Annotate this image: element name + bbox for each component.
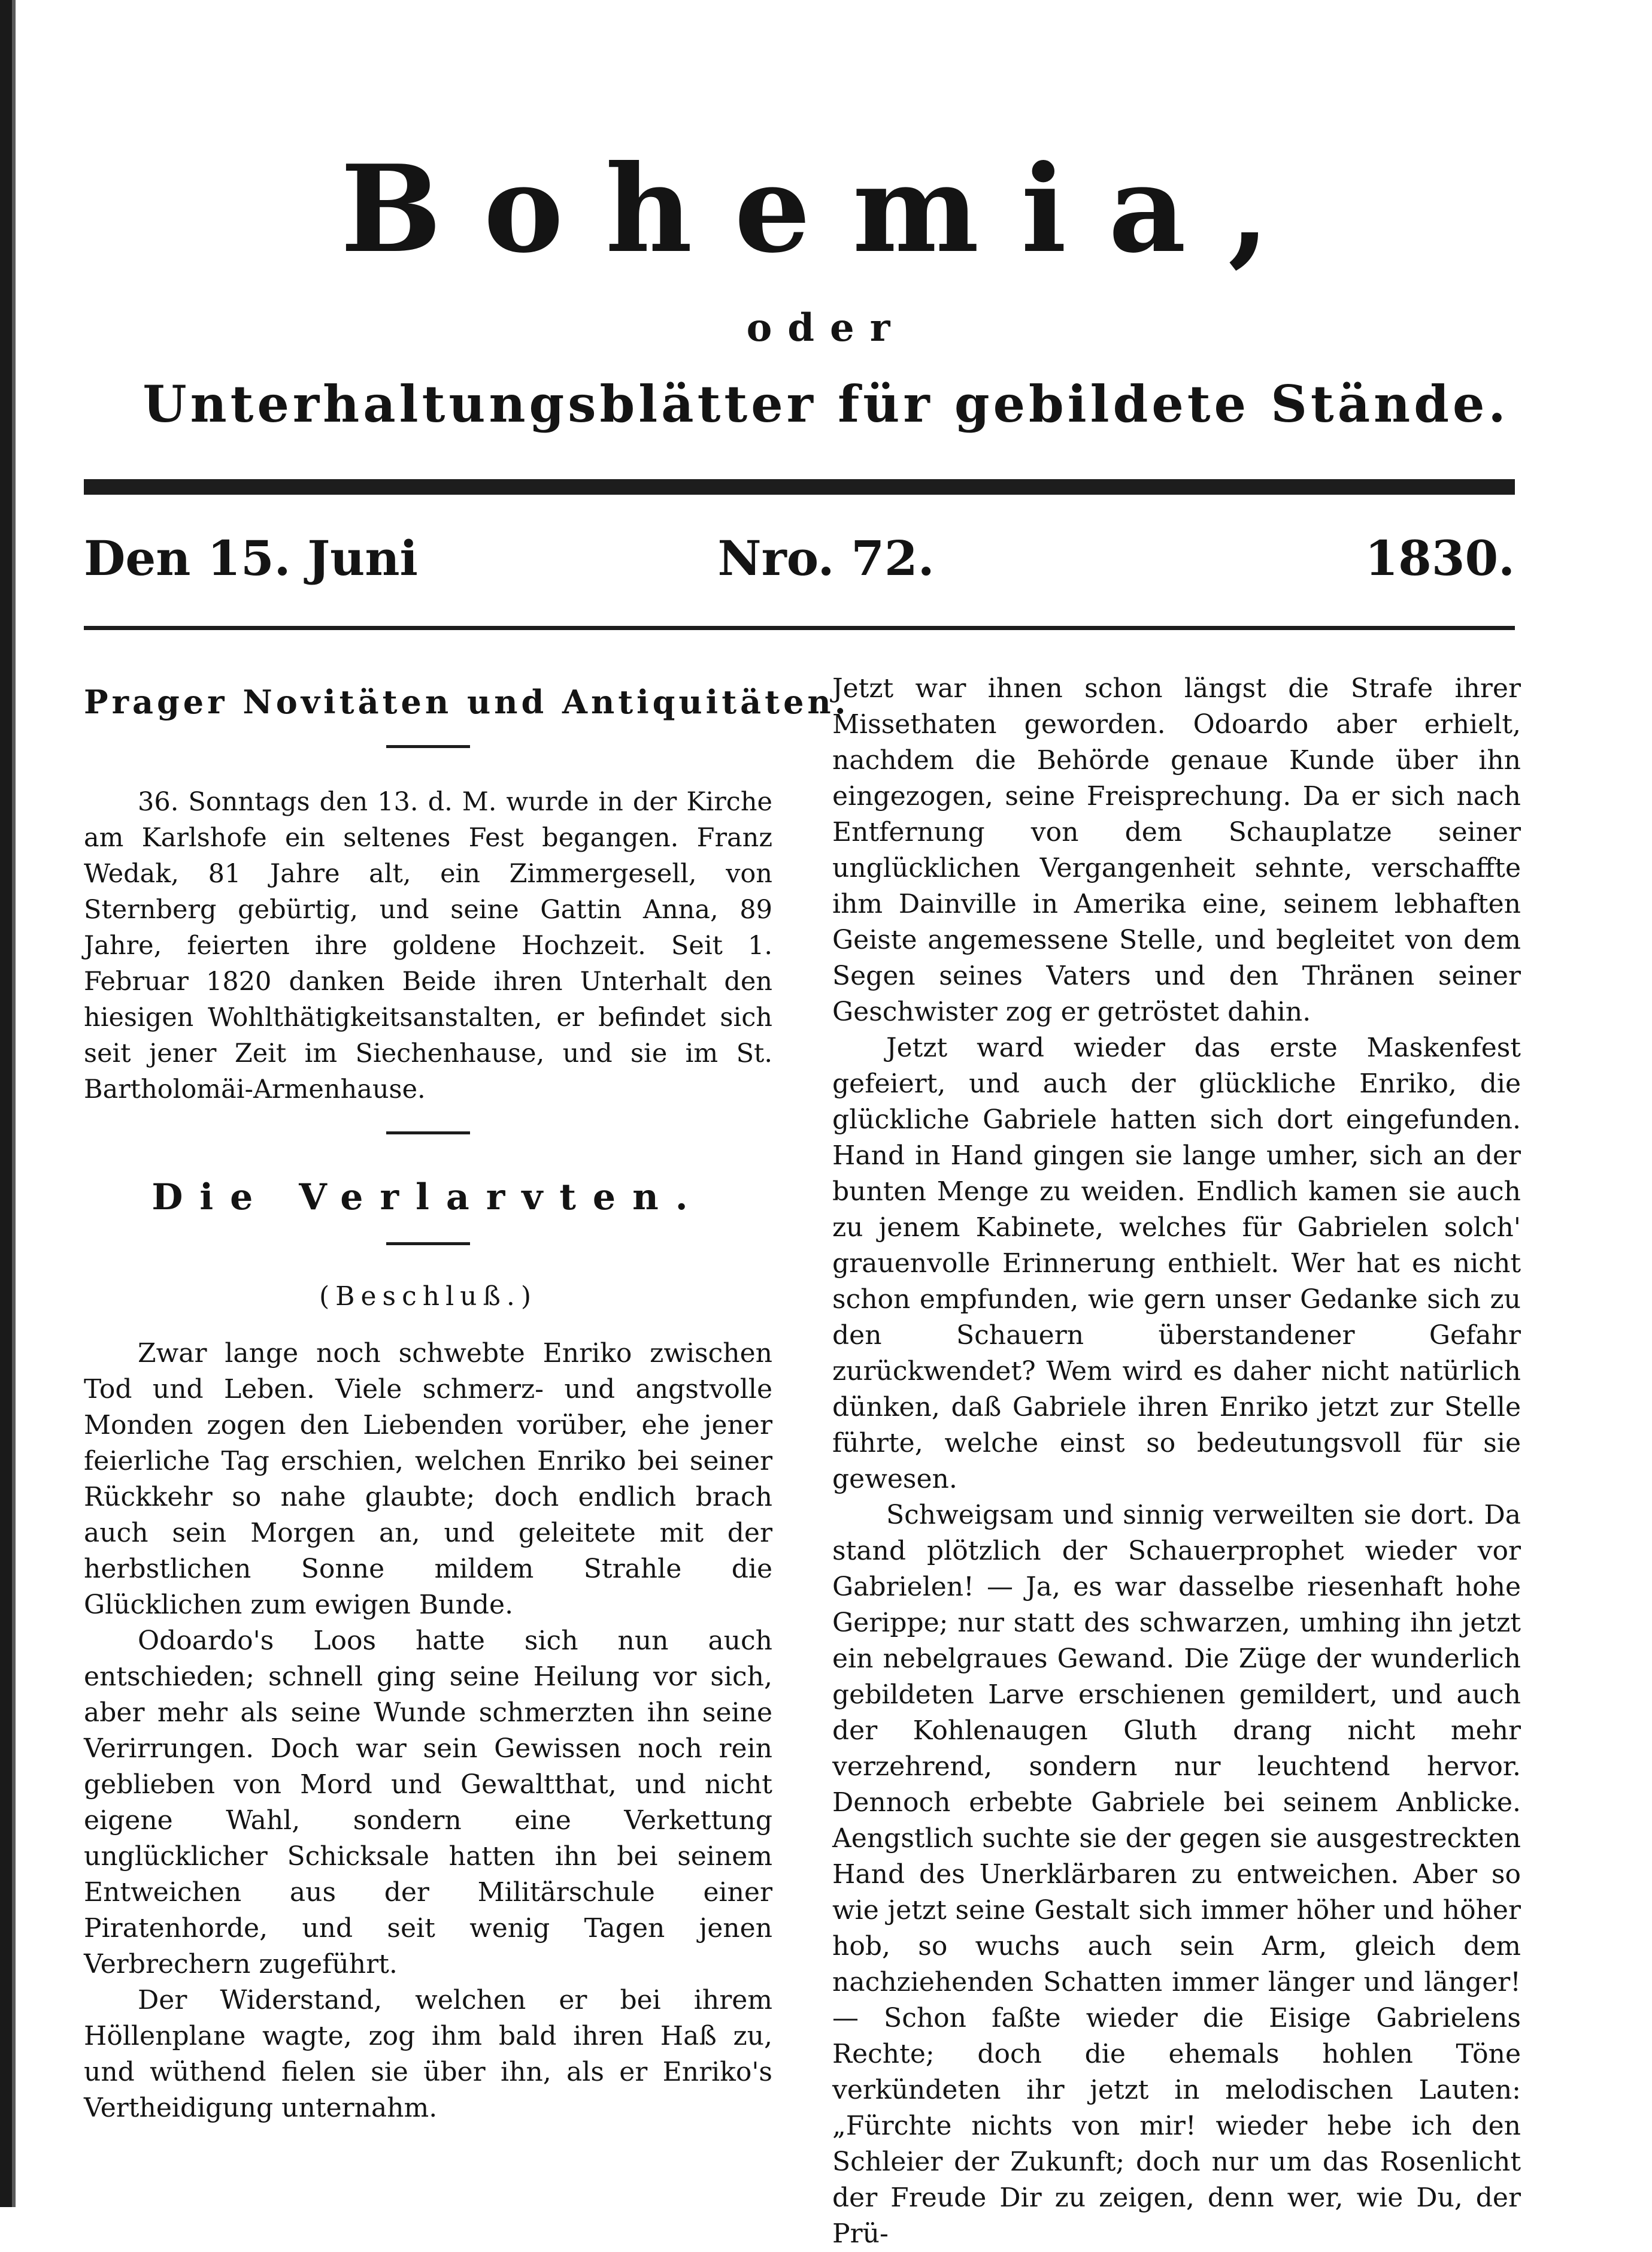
news-item: 36. Sonntags den 13. d. M. wurde in der Kirche am Karlshofe ein seltenes Fest begangen. Franz Wedak, 81 Jahre alt, ein Zimmergesell, von Sternberg gebürtig, und seine Gattin Anna, 89 Jahre, feierten ihre goldene Hochzeit. Seit 1. Februar 1820 danken Beide ihren Unterhalt den hiesigen Wohlthätigkeitsanstalten, er befindet sich seit jener Zeit im Siechenhause, und sie im St. Bartholomäi-Armenhause. — [84, 787, 772, 1104]
story-rule — [386, 1242, 470, 1245]
news-heading: Prager Novitäten und Antiquitäten. — [84, 683, 850, 721]
section-rule — [386, 1131, 470, 1134]
right-column — [832, 671, 1521, 2252]
masthead-title: Bohemia, — [340, 139, 1312, 280]
story-paragraph: Jetzt ward wieder das erste Maskenfest gefeiert, und auch der glückliche Enriko, die glückliche Gabriele hatten sich dort eingefunden. Hand in Hand gingen sie lange umher, sich an der bunten Menge zu weiden. Endlich kamen sie auch zu jenem Kabinete, welches für Gabrielen solch' grauenvolle Erinnerung enthielt. Wer hat es nicht schon empfunden, wie gern unser Gedanke sich zu den Schauern überstandener Gefahr zurückwendet? Wem wird es daher nicht natürlich dünken, daß Gabriele ihren Enriko jetzt zur Stelle führte, welche einst so bedeutungsvoll für sie gewesen. — [832, 1033, 1521, 1494]
story-paragraph: Odoardo's Loos hatte sich nun auch entschieden; schnell ging seine Heilung vor sich, aber mehr als seine Wunde schmerzten ihn seine Verirrungen. Doch war sein Gewissen noch rein geblieben von Mord und Gewaltthat, und nicht eigene Wahl, sondern eine Verkettung unglücklicher Schicksale hatten ihn bei seinem Entweichen aus der Militärschule einer Piratenhorde, und seit wenig Tagen jenen Verbrechern zugeführt. — [84, 1626, 772, 1979]
masthead-oder: oder — [746, 305, 906, 350]
left-column — [84, 671, 850, 2126]
news-rule — [386, 745, 470, 748]
issue-number: Nro. 72. — [717, 530, 935, 586]
story-heading: Die Verlarvten. — [151, 1176, 705, 1218]
story-paragraph: Schweigsam und sinnig verweilten sie dort. Da stand plötzlich der Schauerprophet wieder vor Gabrielen! — Ja, es war dasselbe riesenhaft hohe Gerippe; nur statt des schwarzen, umhing ihn jetzt ein nebelgraues Gewand. Die Züge der wunderlich gebildeten Larve erschienen gemildert, und auch der Kohlenaugen Gluth drang nicht mehr verzehrend, sondern nur leuchtend hervor. Dennoch erbebte Gabriele bei seinem Anblicke. Aengstlich suchte sie der gegen sie ausgestreckten Hand des Unerklärbaren zu entweichen. Aber so wie jetzt seine Gestalt sich immer höher und höher hob, so wuchs auch sein Arm, gleich dem nachziehenden Schatten immer länger und länger! — Schon faßte wieder die Eisige Gabrielens Rechte; doch die ehemals hohlen Töne verkündeten ihr jetzt in melodischen Lauten: „Fürchte nichts von mir! wieder hebe ich den Schleier der Zukunft; doch nur um das Rosenlicht der Freude Dir zu zeigen, denn wer, wie Du, der Prü- — [832, 1500, 1521, 2249]
story-paragraph: Der Widerstand, welchen er bei ihrem Höllenplane wagte, zog ihm bald ihren Haß zu, und wüthend fielen sie über ihn, als er Enriko's Vertheidigung unternahm. — [84, 1985, 772, 2123]
story-paragraph: Zwar lange noch schwebte Enriko zwischen Tod und Leben. Viele schmerz- und angstvolle Monden zogen den Liebenden vorüber, ehe jener feierliche Tag erschien, welchen Enriko bei seiner Rückkehr so nahe glaubte; doch endlich brach auch sein Morgen an, und geleitete mit der herbstlichen Sonne mildem Strahle die Glücklichen zum ewigen Bunde. — [84, 1338, 772, 1620]
masthead-subtitle: Unterhaltungsblätter für gebildete Stände. — [143, 374, 1509, 434]
issue-year: 1830. — [1365, 530, 1515, 586]
story-note: (Beschluß.) — [319, 1281, 538, 1312]
issue-date: Den 15. Juni — [84, 530, 418, 586]
story-paragraph: Jetzt war ihnen schon längst die Strafe ihrer Missethaten geworden. Odoardo aber erhielt, nachdem die Behörde genaue Kunde über ihn eingezogen, seine Freisprechung. Da er sich nach Entfernung von dem Schauplatze seiner unglücklichen Vergangenheit sehnte, verschaffte ihm Dainville in Amerika eine, seinem lebhaften Geiste angemessene Stelle, und begleitet von dem Segen seines Vaters und den Thränen seiner Geschwister zog er getröstet dahin. — [832, 673, 1521, 1027]
header-divider — [84, 626, 1515, 630]
masthead-divider — [84, 479, 1515, 495]
